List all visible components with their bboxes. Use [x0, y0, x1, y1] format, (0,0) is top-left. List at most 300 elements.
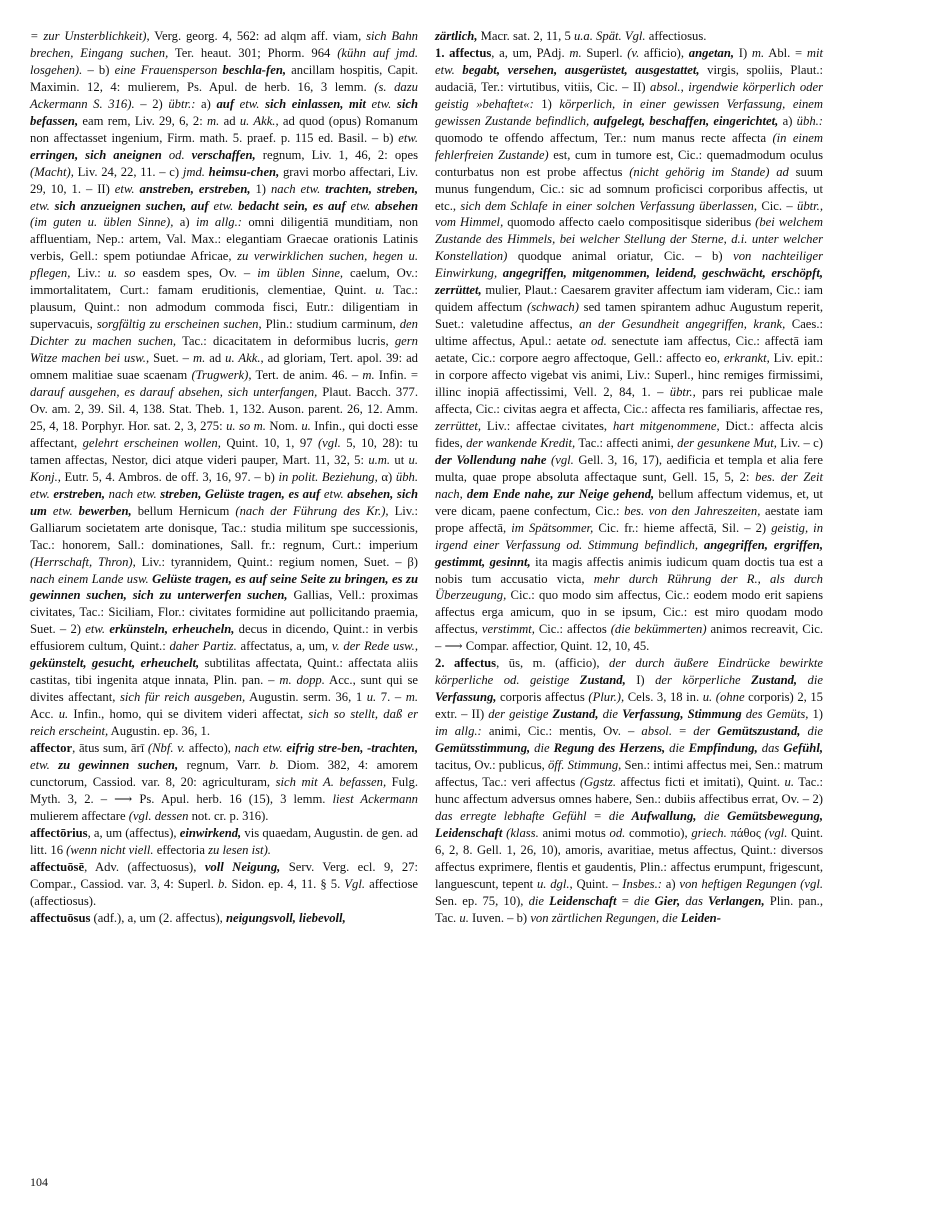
entry-text: mulierem affectare	[30, 808, 129, 823]
entry-text: Liv.: Galliarum societatem arte donisque, Tac.: studia militum spe successionis, Tac.: honorem, Sall.: dominationes, Sall. fr.: regnum, Curt.: imperium	[30, 503, 418, 552]
entry-text: (nach der Führung des Kr.),	[235, 503, 389, 518]
entry-text: b.	[269, 757, 279, 772]
entry-text: dem Ende nahe, zur Neige gehend,	[462, 486, 655, 501]
dictionary-page	[30, 28, 908, 1188]
entry-text: Leidenschaft	[544, 893, 617, 908]
entry-text: nach etw.	[234, 741, 283, 756]
entry-text: ad quod (opus) Romanum non affectasset ingenium, Firm. math. 5. praef. p. 115 ed. Basil. – b)	[30, 113, 418, 145]
entry-text: von zärtlichen Regungen, die	[530, 910, 678, 925]
entry-text: corporis) 2, 15 extr. – II)	[435, 690, 823, 722]
entry-text: u.	[301, 418, 311, 433]
entry-text: übtr.,	[669, 385, 696, 400]
entry-headword: affectuōsē	[30, 859, 85, 874]
entry-text: etw.	[208, 198, 234, 213]
entry-text: Dict.: affecta alcis fides,	[435, 418, 823, 450]
entry-headword: affectuōsus	[30, 910, 91, 925]
entry-text: corporis affectus	[496, 690, 589, 705]
entry-text: 7. –	[376, 690, 406, 705]
entry-text: Iuven. – b)	[468, 910, 531, 925]
entry-text: bellum Hernicum	[131, 503, 236, 518]
entry-text: – 2)	[134, 96, 169, 111]
entry-text: etw.	[320, 486, 344, 501]
entry-text: einwirkend,	[179, 825, 242, 840]
entry-text: von nachteiliger Einwirkung,	[435, 249, 823, 281]
entry-text: Caes.: ultime affectus, Apul.: aetate	[435, 317, 824, 349]
entry-text: voll Neigung,	[204, 859, 281, 874]
entry-text: Cic. fr.: hieme affectā, Sil. – 2)	[593, 520, 772, 535]
entry-text: etw.	[30, 757, 50, 772]
entry-text: übh. etw.	[30, 469, 418, 501]
entry-text: heimsu-chen,	[204, 164, 280, 179]
entry-text: Cic.: quo modo sim affectus, Cic.: eodem modo erit sapiens affectus erga amicum, quo in se ipsum, Cic.: est miro quodam modo affectus,	[435, 588, 823, 637]
entry-text: m.	[751, 45, 765, 60]
entry-text: etw.	[85, 622, 106, 637]
entry-text: Quint. 10, 1, 97	[220, 435, 318, 450]
entry-text: absehen, sich um	[30, 486, 418, 518]
entry-text: quomodo te offendo affectum, Ter.: num manus recte affecta	[435, 130, 773, 145]
entry-text: u. Akk.,	[225, 351, 264, 366]
entry-text: Tac.: affecti animi,	[575, 435, 678, 450]
entry-text: easdem spes, Ov. –	[135, 266, 258, 281]
entry-text: commotio),	[625, 825, 692, 840]
entry-text: angegriffen, mitgenommen, leidend, geschwächt, erschöpft, zerrüttet,	[435, 266, 823, 298]
entry-text: Sen.: intimi affectus mei, Sen.: matrum affectus, Tac.: veri affectus	[435, 757, 823, 789]
entry-text: gravi morbo affectari, Liv. 29, 10, 1. – II)	[30, 164, 418, 196]
entry-text: die	[633, 893, 650, 908]
entry-text: Insbes.:	[622, 876, 662, 891]
entry-text: Liv.: affectae civitates,	[481, 418, 613, 433]
entry-text: u.	[366, 690, 377, 705]
entry-text: zu gewinnen suchen,	[49, 757, 179, 772]
dictionary-entry	[435, 28, 823, 45]
page-number: 104	[30, 1175, 48, 1189]
entry-text: m.	[207, 113, 220, 128]
entry-text: Regung des Herzens,	[549, 741, 666, 756]
entry-text: affectus ficti et imitati), Quint.	[616, 774, 785, 789]
entry-text: von heftigen Regungen (vgl.	[679, 876, 823, 891]
entry-text: Tac.: plausum, Quint.: non admodum commoda fisci, Eutr.: diligentiam in supervacuis,	[30, 283, 419, 332]
entry-text: die	[608, 808, 625, 823]
entry-text: Augustin. ep. 36, 1.	[108, 724, 211, 739]
entry-text: bewerben,	[72, 503, 132, 518]
entry-text: Sen. ep. 75, 10),	[435, 893, 529, 908]
entry-text: sich so stellt, daß er reich erscheint,	[30, 707, 418, 739]
entry-text: 1)	[533, 96, 560, 111]
dictionary-entry	[435, 655, 823, 926]
entry-text: Zustand,	[569, 673, 626, 688]
entry-text: im allg.:	[195, 215, 242, 230]
entry-text: zu lesen ist).	[208, 842, 271, 857]
entry-text: (Nbf. v.	[147, 741, 186, 756]
entry-text: Liv. 24, 22, 11. – c)	[73, 164, 183, 179]
entry-text: affectatus, a, um,	[236, 639, 332, 654]
entry-text: bes. der Zeit nach,	[435, 469, 823, 501]
entry-text: Plin. pan., Tac.	[435, 893, 823, 925]
entry-text: a)	[195, 96, 217, 111]
entry-text: affectiose (affectiosus).	[30, 876, 418, 908]
entry-text: sich einlassen, mit	[265, 96, 366, 111]
entry-text: (wenn nicht viell.	[66, 842, 154, 857]
entry-text: 1)	[250, 181, 271, 196]
entry-text: aufgelegt, beschaffen, eingerichtet,	[589, 113, 779, 128]
entry-text: angetan,	[688, 45, 735, 60]
entry-text: a)	[173, 215, 196, 230]
entry-text: suum munus fungendum, Cic.: sic ad somnum proficisci corporibus affectis, ut etc.,	[435, 164, 824, 213]
entry-text: liest Ackermann	[332, 791, 418, 806]
entry-text: Infin., qui docti esse affectant,	[30, 418, 418, 450]
entry-text: anstreben, erstreben,	[134, 181, 251, 196]
entry-text: u. so	[107, 266, 136, 281]
entry-text: = zur Unsterblichkeit),	[30, 29, 150, 43]
entry-text: α)	[377, 469, 396, 484]
entry-text: etw.	[46, 503, 73, 518]
entry-text: griech.	[691, 825, 727, 840]
left-column	[30, 28, 418, 927]
entry-text: est, cum in tumore est, Cic.: quemadmodum oculus conturbatus non est probe affectus	[435, 147, 823, 179]
entry-text: (kühn auf jmd. losgehen).	[30, 45, 418, 77]
entry-text: Vgl.	[344, 876, 366, 891]
entry-text: I)	[734, 45, 752, 60]
entry-text: geistig, in irgend einer Verfassung od. Stimmung befindlich,	[435, 520, 824, 552]
entry-text: zärtlich,	[435, 29, 478, 43]
entry-text: Verfassung,	[435, 690, 497, 705]
entry-text: (nicht gehörig im Stande) ad	[629, 164, 789, 179]
entry-text: in polit. Beziehung,	[278, 469, 378, 484]
entry-text: sich mit A. befassen,	[275, 774, 387, 789]
entry-text: die	[665, 741, 685, 756]
entry-text: (vgl.	[764, 825, 788, 840]
entry-text: Tac.: dicacitatem in deformibus lucris,	[176, 334, 395, 349]
entry-text: – b)	[82, 62, 115, 77]
entry-text: u. dgl.,	[536, 876, 573, 891]
entry-text: (vgl.	[317, 435, 341, 450]
entry-text: trachten, streben,	[320, 181, 418, 196]
entry-text: u.m.	[368, 452, 391, 467]
entry-text: erringen, sich aneignen	[30, 147, 162, 162]
entry-text: od.	[161, 147, 185, 162]
entry-text: etw.	[365, 96, 397, 111]
entry-text: =	[616, 893, 634, 908]
entry-text: das erregte lebhafte Gefühl	[435, 808, 587, 823]
entry-text: Cic.: affectos	[534, 622, 611, 637]
entry-text: Gemütsstimmung,	[435, 741, 531, 756]
entry-text: Tert. de anim. 46. –	[251, 368, 363, 383]
entry-text: m. dopp.	[279, 673, 325, 688]
entry-text: , a, um (affectus),	[87, 825, 180, 840]
entry-text: Aufwallung,	[624, 808, 697, 823]
entry-text: begabt, versehen, ausgerüstet, ausgestattet,	[454, 62, 700, 77]
entry-text: mulier, Plaut.: Caesarem graviter affectum iam videram, Cic.: iam quidem affectum	[435, 283, 823, 315]
entry-text: u.	[58, 707, 69, 722]
dictionary-entry	[30, 825, 418, 859]
entry-text: Quint. 6, 2, 8. Gell. 1, 26, 10), amoris, avaritiae, metus affectus, Quint.: diversos affectus exprimere, flentis et gaudentis, Plin.: affectus erumpunt, frigescunt, languescunt, tepent	[435, 825, 823, 891]
entry-text: ad	[205, 351, 226, 366]
entry-text: virgis, spoliis, Plaut.: audaciā, Ter.: virtutibus, vitiis, Cic. – II)	[435, 62, 824, 94]
entry-text: u. (ohne	[702, 690, 745, 705]
entry-text: Leiden-	[677, 910, 721, 925]
entry-text: effectoria	[153, 842, 209, 857]
entry-text: angegriffen, ergriffen, gestimmt, gesinnt,	[435, 537, 823, 569]
entry-text: Gefühl,	[779, 741, 824, 756]
entry-text: Diom. 382, 4: amorem cunctorum, Cassiod. var. 8, 20: agriculturam,	[30, 757, 419, 789]
entry-text: die	[528, 893, 545, 908]
entry-text: u. Akk.,	[239, 113, 279, 128]
entry-text: im Spätsommer,	[511, 520, 594, 535]
entry-text: , ātus sum, ārī	[72, 741, 148, 756]
entry-text: bedacht sein, es auf	[233, 198, 346, 213]
entry-text: öff. Stimmung,	[547, 757, 622, 772]
entry-text: affectiosus.	[645, 29, 707, 43]
entry-text: erstreben,	[49, 486, 106, 501]
entry-text: Ter. heaut. 301; Phorm. 964	[168, 45, 338, 60]
entry-text: erkünsteln, erheucheln,	[105, 622, 235, 637]
entry-text: (schwach)	[527, 300, 579, 315]
entry-text: m.	[405, 690, 418, 705]
entry-text: Acc.	[30, 707, 59, 722]
entry-text: Cic. –	[757, 198, 798, 213]
entry-text: Macr. sat. 2, 11, 5	[477, 29, 574, 43]
entry-text: =	[586, 808, 609, 823]
entry-text: Sidon. ep. 4, 11. § 5.	[227, 876, 345, 891]
entry-text: im allg.:	[435, 724, 482, 739]
entry-text: jmd.	[182, 164, 205, 179]
entry-text: nach einem Lande usw.	[30, 571, 149, 586]
dictionary-entry	[30, 859, 418, 910]
entry-text: Tac.: hunc affectum adversus omnes habere, Sen.: dubiis affectibus errat, Ov. – 2)	[435, 774, 823, 806]
dictionary-entry	[435, 45, 823, 655]
entry-text: Verlangen,	[702, 893, 765, 908]
entry-text: caelum, Ov.: immortalitatem, Curt.: famam eruditionis, clementiae, Quint.	[30, 266, 418, 298]
entry-text: ancillam hospitis, Capit. Maximin. 12, 4: mulierem, Ps. Apul. de herb. 16, 3 lemm.	[30, 62, 418, 94]
entry-headword: 1. affectus	[435, 45, 492, 60]
entry-text: (im guten u. üblen Sinne),	[30, 215, 174, 230]
entry-text: der körperliche	[655, 673, 741, 688]
entry-text: der gesunkene Mut,	[677, 435, 777, 450]
entry-text: zerrüttet,	[435, 418, 481, 433]
entry-text: (Macht),	[30, 164, 74, 179]
entry-text: (Plur.),	[588, 690, 625, 705]
entry-text: die	[696, 808, 720, 823]
entry-text: körperlich, in einer gewissen Verfassung, einem gewissen Zustande befindlich,	[435, 96, 824, 128]
entry-text: (vgl. dessen	[128, 808, 189, 823]
entry-text: Gell. 3, 16, 17), aedificia et templa et alia fere multa, quae prope absoluta affectaque sunt, Gell. 15, 5, 2:	[435, 452, 823, 484]
entry-text: (klass.	[502, 825, 539, 840]
entry-text: nach etw.	[105, 486, 157, 501]
entry-text: darauf ausgehen, es darauf absehen, sich unterfangen,	[30, 385, 318, 400]
entry-text: die	[598, 707, 619, 722]
entry-text: den Dichter zu machen suchen,	[30, 317, 418, 349]
entry-text: affecto),	[185, 741, 235, 756]
entry-text: des Gemüts,	[741, 707, 809, 722]
entry-text: der Vollendung nahe	[435, 452, 547, 467]
entry-text: eifrig stre-ben, -trachten,	[282, 741, 418, 756]
entry-text: animos recreavit, Cic. – ⟶ Compar. affectior, Quint. 12, 10, 45.	[435, 622, 823, 654]
entry-text: pars rei publicae male affecta, Cic.: civitas aegra et affecta, Cic.: affecta res familiaris, affectae res,	[435, 385, 823, 416]
entry-text: absol.	[641, 724, 672, 739]
entry-text: Verg. georg. 4, 562: ad alqm aff. viam,	[149, 29, 367, 43]
dictionary-entry	[30, 28, 418, 740]
entry-text: quomodo affecto caelo compositisque sideribus	[503, 215, 756, 230]
entry-text: übh.:	[796, 113, 824, 128]
entry-text: etw.	[234, 96, 266, 111]
entry-text: , a, um, PAdj.	[491, 45, 570, 60]
entry-text: nach etw.	[270, 181, 321, 196]
entry-text: a)	[778, 113, 797, 128]
entry-text: u. Konj.,	[30, 452, 419, 484]
entry-text: Liv. – c)	[776, 435, 823, 450]
entry-text: Cels. 3, 18 in.	[624, 690, 703, 705]
entry-text: die	[530, 741, 550, 756]
entry-text: der durch äußere Eindrücke bewirkte körperliche od. geistige	[435, 656, 823, 688]
entry-text: vis quaedam, Augustin. de gen. ad litt. 16	[30, 825, 418, 857]
entry-text: übtr., vom Himmel,	[435, 198, 824, 230]
entry-text: beschla-fen,	[217, 62, 287, 77]
entry-text: sich für reich ausgeben,	[119, 690, 246, 705]
entry-text: u.	[784, 774, 794, 789]
entry-text: ut	[390, 452, 409, 467]
entry-text: bellum affectum videmus, et, ut vere dicam, paene confectum, Cic.:	[435, 486, 823, 518]
entry-text: (die bekümmerten)	[610, 622, 707, 637]
entry-text: etw.	[30, 198, 50, 213]
entry-text: der wankende Kredit,	[466, 435, 576, 450]
entry-text: subtilitas affectata, Quint.: affectata aliis castitas, tibi ingenita atque innata, Plin. pan. –	[30, 656, 418, 688]
entry-text: u. so m.	[226, 418, 266, 433]
entry-text: regnum, Liv. 1, 46, 2: opes	[255, 147, 418, 162]
entry-text: Nom.	[265, 418, 302, 433]
entry-text: mehr durch Rührung der R., als durch Überzeugung,	[435, 571, 823, 603]
entry-text: Zustand,	[740, 673, 798, 688]
entry-text: Suet. –	[149, 351, 193, 366]
entry-text: (v.	[627, 45, 640, 60]
entry-text: Abl. =	[764, 45, 807, 60]
entry-text: Gier,	[649, 893, 681, 908]
entry-text: (Ggstz.	[579, 774, 616, 789]
entry-text: regnum, Varr.	[178, 757, 270, 772]
entry-text: animi, Cic.: mentis, Ov. –	[481, 724, 642, 739]
entry-text: sich anzueignen suchen, auf	[49, 198, 209, 213]
entry-text: ad gloriam, Tert. apol. 39: ad omnem malitiae suae scaenam	[30, 351, 418, 383]
entry-text: (bei welchem Zustande des Himmels, bei welcher Stellung der Sterne, d.i. unter welcher Konstellation)	[435, 215, 823, 264]
entry-text: (Herrschaft, Thron),	[30, 554, 136, 569]
entry-text: m.	[362, 368, 375, 383]
entry-text: etw.	[114, 181, 135, 196]
entry-text: die	[797, 673, 823, 688]
entry-text: hart mitgenommene,	[612, 418, 720, 433]
entry-text: Verfassung, Stimmung	[618, 707, 742, 722]
entry-text: 1)	[808, 707, 824, 722]
entry-text: zu verwirklichen suchen, hegen u. pflegen,	[30, 249, 418, 281]
entry-text: gelehrt erscheinen wollen,	[82, 435, 221, 450]
entry-text: Plaut. Bacch. 377. Ov. am. 2, 39. Sil. 4, 138. Stat. Theb. 1, 132. Auson. parent. 26, 12. Amm. 25, 4, 18. Porphyr. Hor. sat. 2, 3, 275:	[30, 385, 418, 433]
entry-text: eam rem, Liv. 29, 6, 2:	[78, 113, 208, 128]
entry-text: (Trugwerk),	[191, 368, 252, 383]
entry-text: (adf.), a, um (2. affectus),	[90, 910, 226, 925]
entry-text: omni diligentiā munditiam, non affluentiam, Nep.: artem, Val. Max.: elegantiam Graecae orationis Latinis verbis, Gell.: spem potiundae Africae,	[30, 215, 419, 264]
entry-text: , ūs, m. (afficio),	[496, 656, 610, 671]
entry-text: übtr.:	[168, 96, 196, 111]
entry-text: Infin., homo, qui se divitem videri affectat,	[68, 707, 309, 722]
entry-text: sorgfältig zu erscheinen suchen,	[96, 317, 262, 332]
entry-text: streben, Gelüste tragen, es auf	[156, 486, 321, 501]
entry-text: das	[680, 893, 703, 908]
entry-text: animi motus	[538, 825, 610, 840]
entry-text: , Adv. (affectuosus),	[84, 859, 205, 874]
entry-text: ad	[219, 113, 240, 128]
entry-text: sed tamen spirantem adhuc Augustum reperit, Suet.: valetudine affectus,	[435, 300, 823, 332]
entry-text: a)	[661, 876, 680, 891]
entry-text: Liv. epit.: in corpore affecto vigebat vis animi, Liv.: Superl., hinc remiges firmissimi, illinc inopiā affectissimi, Vell. 2, 84, 1. –	[435, 351, 823, 400]
entry-text: an der Gesundheit angegriffen, krank,	[579, 317, 786, 332]
dictionary-entry	[30, 740, 418, 825]
entry-text: Augustin. serm. 36, 1	[245, 690, 367, 705]
entry-text: od.	[609, 825, 626, 840]
entry-text: od.	[590, 334, 607, 349]
entry-text: Zustand,	[548, 707, 599, 722]
entry-text: Quint. –	[572, 876, 623, 891]
entry-text: sich dem Schlafe in einer solchen Verfassung überlassen,	[460, 198, 758, 213]
entry-text: =	[671, 724, 694, 739]
entry-text: Fulg. Myth. 3, 2. – ⟶ Ps. Apul. herb. 16 (15), 3 lemm.	[30, 774, 418, 806]
entry-text: verstimmt,	[481, 622, 535, 637]
dictionary-entry	[30, 910, 418, 927]
entry-text: I)	[625, 673, 656, 688]
entry-text: erkrankt,	[723, 351, 770, 366]
entry-text: Plin.: studium carminum,	[261, 317, 400, 332]
entry-text: Gemütsbewegung, Leidenschaft	[435, 808, 823, 840]
entry-text: decus in dicendo, Quint.: in verbis effusiorem cultum, Quint.:	[30, 622, 418, 654]
entry-text: etw.	[398, 130, 418, 145]
entry-text: gern Witze machen bei usw.,	[30, 334, 418, 366]
entry-text: Empfindung,	[684, 741, 758, 756]
entry-text: Eutr. 5, 4. Ambros. de off. 3, 16, 97. – b)	[60, 469, 279, 484]
entry-text: Serv. Verg. ecl. 9, 27: Compar., Cassiod. var. 3, 4: Superl.	[30, 859, 419, 891]
entry-headword: 2. affectus	[435, 656, 497, 671]
entry-text: aestate iam prope affectā,	[435, 503, 823, 535]
entry-text: senectute iam affectus, Cic.: affectā iam aetate, Cic.: corpore aegro affectoque, Gell.: affecto eo,	[435, 334, 823, 366]
entry-text: gekünstelt, gesucht, erheuchelt,	[30, 656, 200, 671]
entry-text: Liv.: tyrannidem, Quint.: regium nomen, Suet. – β)	[135, 554, 418, 569]
entry-text: u.	[375, 283, 385, 298]
entry-text: absehen	[370, 198, 418, 213]
entry-text: im üblen Sinne,	[257, 266, 344, 281]
entry-text: not. cr. p. 316).	[188, 808, 269, 823]
entry-text: (in einem fehlerfreien Zustande)	[435, 130, 823, 162]
entry-text: v. der Rede usw.,	[331, 639, 418, 654]
entry-text: das	[757, 741, 780, 756]
entry-text: b.	[218, 876, 228, 891]
entry-text: bes. von den Jahreszeiten,	[624, 503, 761, 518]
entry-text: verschaffen,	[184, 147, 256, 162]
entry-text: afficio),	[639, 45, 689, 60]
entry-text: quodque animal oriatur, Cic. – b)	[507, 249, 734, 264]
entry-text: eine Frauensperson	[114, 62, 218, 77]
entry-text: Infin. =	[374, 368, 418, 383]
entry-text: die	[800, 724, 823, 739]
entry-text: m.	[192, 351, 206, 366]
entry-text: u.a. Spät. Vgl.	[573, 29, 646, 43]
entry-text: der geistige	[488, 707, 549, 722]
entry-text: tacitus, Ov.: publicus,	[435, 757, 548, 772]
entry-headword: affectōrius	[30, 825, 88, 840]
entry-text: der	[693, 724, 711, 739]
entry-text: Acc., sunt qui se divites affectant,	[30, 673, 419, 705]
entry-text: sich Bahn brechen, Eingang suchen,	[30, 29, 418, 60]
entry-text: Liv.:	[70, 266, 108, 281]
entry-text: etw.	[345, 198, 371, 213]
entry-text: mit etw.	[435, 45, 824, 77]
entry-text: (s. dazu Ackermann S. 316).	[30, 79, 418, 111]
entry-text: absol., irgendwie körperlich oder geistig »behaftet«:	[435, 79, 823, 111]
